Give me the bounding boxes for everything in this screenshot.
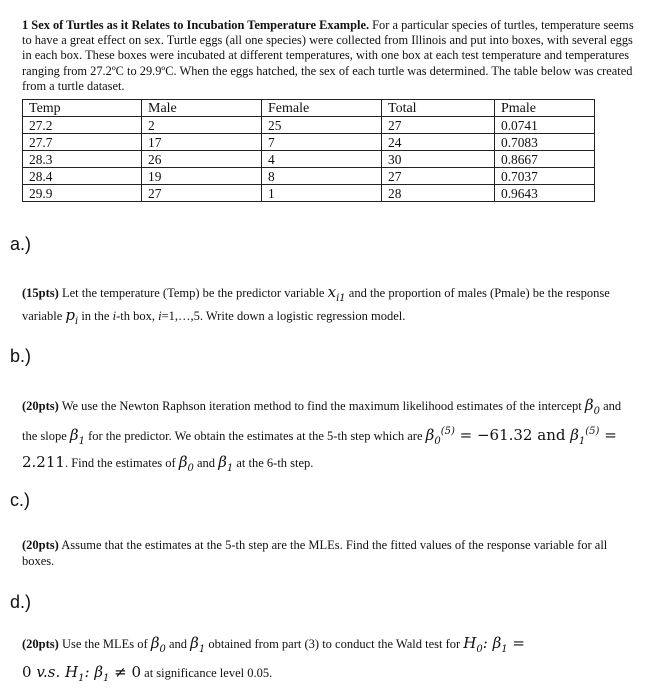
- table-cell: 28.3: [23, 151, 142, 168]
- question-text: and: [532, 426, 571, 444]
- question-text: in the: [78, 309, 113, 323]
- hypothesis-alternative: [65, 663, 110, 684]
- question-text: =1,…,5. Write down a logistic regression model.: [161, 309, 406, 323]
- math-index: i: [112, 309, 117, 323]
- table-cell: 0.0741: [495, 117, 595, 134]
- turtle-data-table: [22, 99, 595, 202]
- question-text: and the proportion of males (Pmale) be the response variable: [22, 286, 610, 323]
- points-label: (15pts): [22, 286, 59, 300]
- points-label: (20pts): [22, 399, 59, 413]
- column-header: Female: [262, 100, 382, 117]
- math-symbol: β: [584, 396, 594, 414]
- math-symbol: β: [492, 634, 502, 652]
- math-subscript: 1: [501, 644, 508, 655]
- table-cell: 27.7: [23, 134, 142, 151]
- table-cell: 24: [382, 134, 495, 151]
- math-symbol: β: [178, 453, 188, 471]
- part-a-question: [22, 284, 636, 330]
- math-symbol: p: [65, 306, 75, 324]
- equation-beta0-step5: [425, 426, 455, 447]
- table-cell: 0.9643: [495, 185, 595, 202]
- math-subscript: 0: [476, 644, 483, 655]
- table-cell: 0.8667: [495, 151, 595, 168]
- column-header: Male: [142, 100, 262, 117]
- math-p: [65, 306, 79, 327]
- math-superscript: (5): [585, 426, 600, 437]
- question-text: and: [193, 456, 219, 470]
- math-symbol: :: [482, 634, 493, 652]
- question-text: at the 6-th step.: [233, 456, 314, 470]
- math-beta0: [584, 396, 600, 417]
- math-subscript: 1: [78, 673, 85, 684]
- math-symbol: β: [570, 426, 579, 444]
- math-subscript: i1: [336, 293, 346, 304]
- math-beta1: [69, 426, 85, 447]
- problem-intro: [22, 18, 634, 94]
- math-symbol: β: [425, 426, 435, 444]
- column-header: Total: [382, 100, 495, 117]
- points-label: (20pts): [22, 637, 59, 651]
- math-value: = 2.211: [22, 426, 617, 471]
- table-cell: 28.4: [23, 168, 142, 185]
- math-value: 0: [22, 663, 32, 681]
- table-cell: 27: [382, 168, 495, 185]
- question-text: and: [165, 637, 191, 651]
- table-cell: 29.9: [23, 185, 142, 202]
- question-text: Let the temperature (Temp) be the predictor variable: [58, 286, 328, 300]
- math-symbol: β: [69, 426, 79, 444]
- table-row: [23, 168, 595, 185]
- table-header-row: [23, 100, 595, 117]
- math-value: = −61.32: [454, 426, 533, 444]
- math-subscript: 1: [578, 436, 586, 447]
- question-text: . Find the estimates of: [64, 456, 179, 470]
- table-cell: 0.7037: [495, 168, 595, 185]
- math-symbol: H: [463, 634, 477, 652]
- math-subscript: 1: [226, 463, 234, 474]
- math-value: =: [507, 634, 525, 652]
- equation-beta1-step5: [570, 426, 600, 447]
- part-d-question: [22, 632, 636, 690]
- math-subscript: 1: [78, 436, 85, 447]
- part-b-question: [22, 395, 636, 479]
- question-text: for the predictor. We obtain the estimates at the 5-th step which are: [84, 429, 426, 443]
- part-c-question: [22, 537, 636, 569]
- table-cell: 27.2: [23, 117, 142, 134]
- problem-title: Sex of Turtles as it Relates to Incubation Temperature Example.: [31, 18, 370, 32]
- table-cell: 28: [382, 185, 495, 202]
- part-d-label: d.): [10, 592, 32, 612]
- math-symbol: H: [65, 663, 79, 681]
- question-text: Assume that the estimates at the 5-th step are the MLEs. Find the fitted values of the response variable for all boxes.: [22, 538, 608, 568]
- table-cell: 26: [142, 151, 262, 168]
- part-c-label: c.): [10, 490, 30, 510]
- hypothesis-null: [463, 634, 508, 655]
- question-text: obtained from part (3) to conduct the Wald test for: [205, 637, 464, 651]
- math-beta0: [178, 453, 194, 474]
- math-symbol: β: [150, 634, 160, 652]
- math-beta1: [190, 634, 206, 655]
- part-b-label: b.): [10, 346, 32, 366]
- table-cell: 25: [262, 117, 382, 134]
- problem-number: 1: [22, 18, 32, 32]
- table-cell: 27: [142, 185, 262, 202]
- math-subscript: 0: [187, 463, 194, 474]
- table-cell: 1: [262, 185, 382, 202]
- math-symbol: β: [218, 453, 227, 471]
- math-subscript: 1: [102, 673, 110, 684]
- problem-description: For a particular species of turtles, temperature seems to have a great effect on sex. Turtle eggs (all one species) were collected from Illinois and put into boxes, with several eggs in each box. These boxes were incubated at different temperatures, with one box at each test temperature and temperatures ranging from 27.2ºC to 29.9ºC. When the eggs hatched, the sex of each turtle was determined. The table below was created from a turtle dataset.: [22, 18, 634, 93]
- points-label: (20pts): [22, 538, 59, 552]
- table-row: [23, 134, 595, 151]
- math-subscript: 0: [434, 436, 441, 447]
- column-header: Pmale: [495, 100, 595, 117]
- table-row: [23, 151, 595, 168]
- table-cell: 0.7083: [495, 134, 595, 151]
- table-cell: 2: [142, 117, 262, 134]
- table-row: [23, 117, 595, 134]
- table-row: [23, 185, 595, 202]
- math-symbol: β: [190, 634, 199, 652]
- part-a-label: a.): [10, 234, 32, 254]
- math-superscript: (5): [440, 426, 455, 437]
- math-beta1: [218, 453, 234, 474]
- math-text: v.s.: [31, 663, 66, 681]
- math-symbol: :: [84, 663, 95, 681]
- math-index: i: [158, 309, 162, 323]
- math-subscript: 1: [198, 644, 206, 655]
- table-cell: 7: [262, 134, 382, 151]
- math-symbol: x: [327, 283, 337, 301]
- table-cell: 17: [142, 134, 262, 151]
- math-subscript: 0: [593, 406, 600, 417]
- table-cell: 27: [382, 117, 495, 134]
- math-subscript: i: [75, 316, 79, 327]
- question-text: -th box,: [116, 309, 159, 323]
- table-cell: 4: [262, 151, 382, 168]
- math-symbol: β: [94, 663, 103, 681]
- math-subscript: 0: [159, 644, 166, 655]
- math-value: ≠ 0: [109, 663, 142, 681]
- math-beta0: [150, 634, 166, 655]
- table-cell: 19: [142, 168, 262, 185]
- math-x: [327, 283, 346, 304]
- question-text: and the slope: [22, 399, 622, 443]
- table-cell: 30: [382, 151, 495, 168]
- question-text: at significance level 0.05.: [141, 666, 273, 680]
- column-header: Temp: [23, 100, 142, 117]
- question-text: Use the MLEs of: [58, 637, 151, 651]
- question-text: We use the Newton Raphson iteration method to find the maximum likelihood estimates of the intercept: [58, 399, 585, 413]
- table-cell: 8: [262, 168, 382, 185]
